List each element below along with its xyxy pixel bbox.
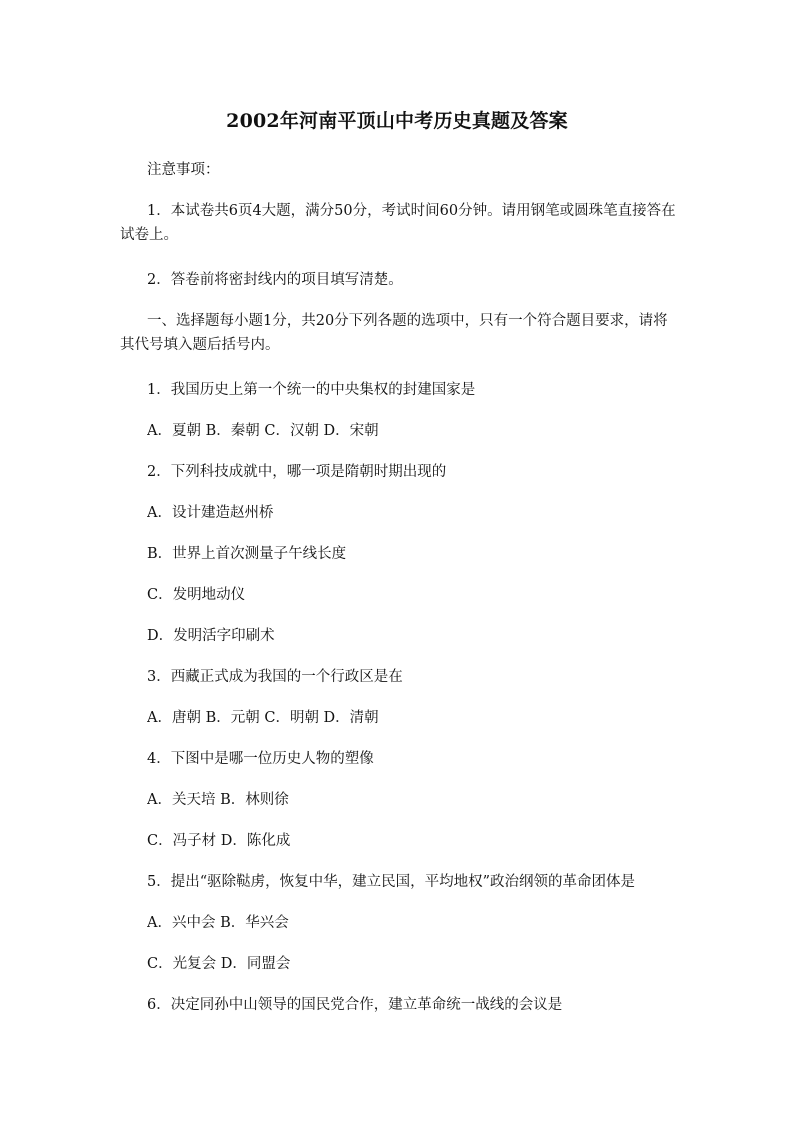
question-2-option-d: D．发明活字印刷术: [147, 628, 275, 644]
question-3-options: A．唐朝 B．元朝 C．明朝 D．清朝: [147, 710, 379, 726]
note-1: [120, 199, 680, 247]
notes-label: 注意事项：: [147, 162, 220, 178]
question-4-options-cd: C．冯子材 D．陈化成: [147, 833, 291, 849]
question-5-options-ab: A．兴中会 B．华兴会: [147, 915, 289, 931]
question-4-options-ab: A．关天培 B．林则徐: [147, 792, 289, 808]
question-3: 3．西藏正式成为我国的一个行政区是在: [147, 669, 403, 685]
question-5: 5．提出“驱除鞑虏，恢复中华，建立民国，平均地权”政治纲领的革命团体是: [147, 874, 636, 890]
note-2: 2．答卷前将密封线内的项目填写清楚。: [147, 272, 403, 288]
question-5-options-cd: C．光复会 D．同盟会: [147, 956, 291, 972]
section-1-text: 一、选择题每小题1分，共20分下列各题的选项中，只有一个符合题目要求，请将其代号填入题后括号内。: [120, 313, 668, 353]
question-2: 2．下列科技成就中，哪一项是隋朝时期出现的: [147, 464, 447, 480]
question-1-options: A．夏朝 B．秦朝 C．汉朝 D．宋朝: [147, 423, 379, 439]
question-1: 1．我国历史上第一个统一的中央集权的封建国家是: [147, 382, 476, 398]
question-4: 4．下图中是哪一位历史人物的塑像: [147, 751, 374, 767]
section-1-instructions: [120, 309, 680, 357]
question-2-option-c: C．发明地动仪: [147, 587, 246, 603]
page-title: 2002年河南平顶山中考历史真题及答案: [226, 110, 568, 132]
question-6: 6．决定同孙中山领导的国民党合作，建立革命统一战线的会议是: [147, 997, 563, 1013]
question-2-option-a: A．设计建造赵州桥: [147, 505, 274, 521]
question-2-option-b: B．世界上首次测量子午线长度: [147, 546, 347, 562]
note-1-text: 1．本试卷共6页4大题，满分50分，考试时间60分钟。请用钢笔或圆珠笔直接答在试卷上。: [120, 203, 676, 243]
